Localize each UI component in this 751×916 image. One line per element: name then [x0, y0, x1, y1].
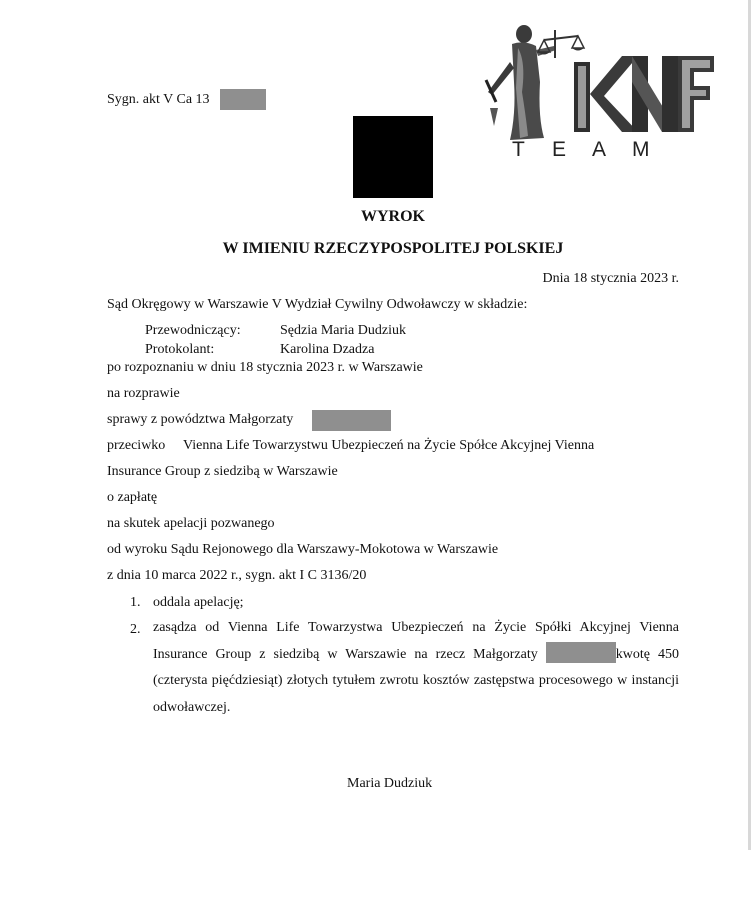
court-composition: Sąd Okręgowy w Warszawie V Wydział Cywilny Odwoławczy w składzie:: [107, 297, 528, 312]
logo-team-text: [512, 138, 672, 162]
document-title: WYROK: [361, 208, 425, 225]
hearing-line: po rozpoznaniu w dniu 18 stycznia 2023 r. w Warszawie: [107, 360, 423, 375]
clerk-role: Protokolant:: [145, 342, 215, 357]
ruling-item-2-number: 2.: [130, 622, 141, 637]
defendant-label: przeciwko: [107, 438, 166, 453]
appeal-line: na skutek apelacji pozwanego: [107, 516, 275, 531]
claim-subject: o zapłatę: [107, 490, 158, 505]
lower-court-line: od wyroku Sądu Rejonowego dla Warszawy-Mokotowa w Warszawie: [107, 542, 499, 557]
signature-name: Maria Dudziuk: [347, 776, 433, 791]
defendant-name-cont: Insurance Group z siedzibą w Warszawie: [107, 464, 338, 479]
clerk-name: Karolina Dzadza: [280, 342, 375, 357]
logo-letter-e: E: [552, 138, 567, 161]
chair-name: Sędzia Maria Dudziuk: [280, 323, 406, 338]
logo-letter-a: A: [592, 138, 607, 161]
case-number: Sygn. akt V Ca 13: [107, 92, 210, 107]
logo-letter-m: M: [632, 138, 650, 161]
redaction-creditor-surname: [546, 642, 616, 663]
judgment-date: Dnia 18 stycznia 2023 r.: [542, 271, 679, 286]
defendant-name: Vienna Life Towarzystwu Ubezpieczeń na Życie Spółce Akcyjnej Vienna: [183, 438, 595, 453]
ruling-item-2-text: [153, 615, 679, 721]
plaintiff-line: sprawy z powództwa Małgorzaty: [107, 412, 294, 427]
redaction-plaintiff-surname: [312, 410, 391, 431]
chair-role: Przewodniczący:: [145, 323, 241, 338]
redaction-case-number: [220, 89, 266, 110]
ruling-item-2-text-b: kwotę 450 (czterysta pięćdziesiąt) złotych tytułem zwrotu kosztów zastępstwa procesowego w instancji odwoławczej.: [153, 646, 680, 715]
ruling-item-1-text: oddala apelację;: [153, 595, 244, 610]
knf-letters-icon: [574, 56, 714, 132]
ruling-item-2-text-a: zasądza od Vienna Life Towarzystwa Ubezpieczeń na Życie Spółki Akcyjnej Vienna Insurance Group z siedzibą w Warszawie na rzecz Małgorzaty: [153, 620, 679, 662]
lady-justice-icon: [486, 25, 584, 140]
logo-letter-t: T: [512, 138, 525, 161]
ruling-item-1-number: 1.: [130, 595, 141, 610]
hearing-type: na rozprawie: [107, 386, 180, 401]
document-subtitle: W IMIENIU RZECZYPOSPOLITEJ POLSKIEJ: [222, 240, 564, 257]
redaction-stamp: [353, 116, 433, 198]
lower-court-date: z dnia 10 marca 2022 r., sygn. akt I C 3136/20: [107, 568, 367, 583]
